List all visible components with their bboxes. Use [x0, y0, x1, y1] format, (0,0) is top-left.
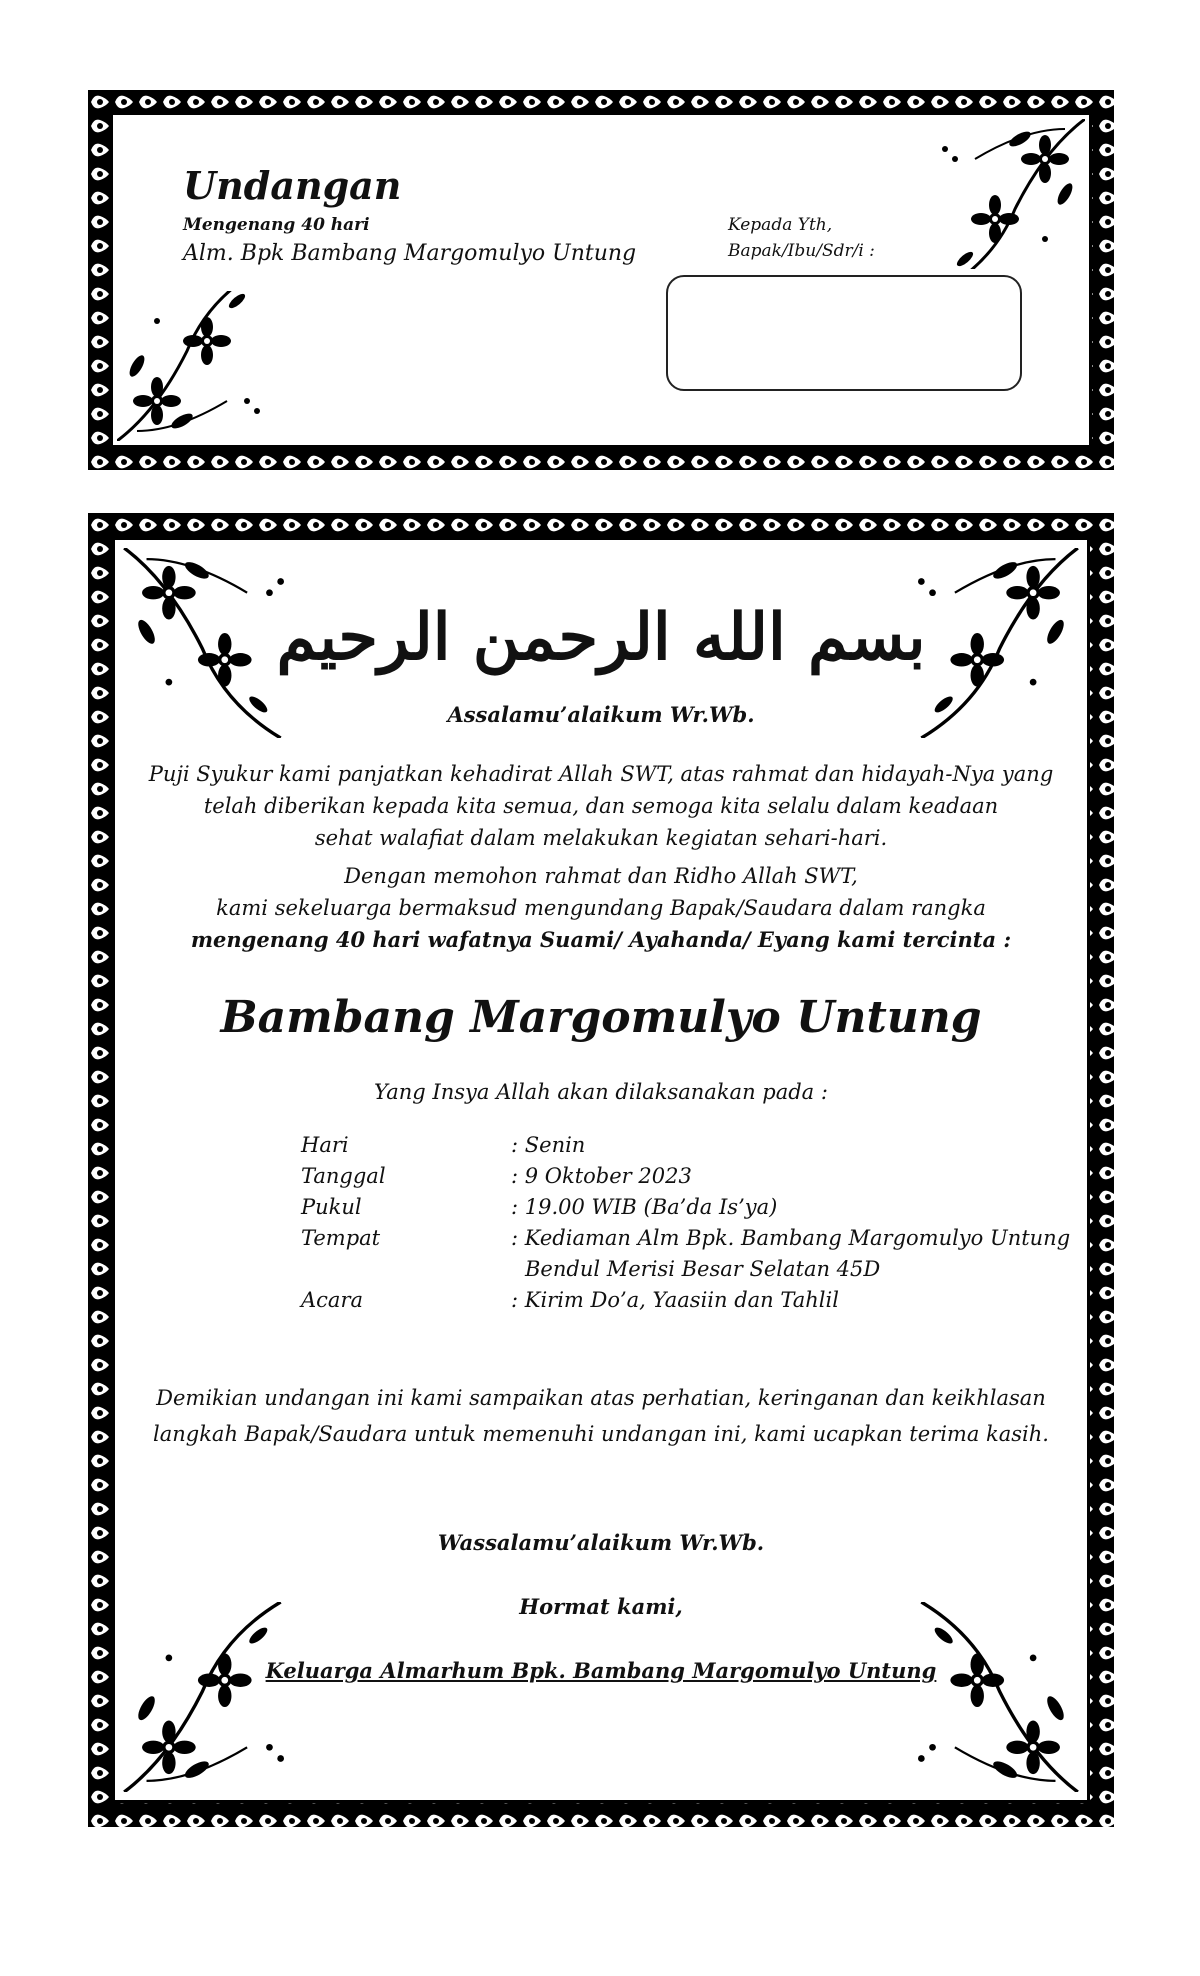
- sign-off: Hormat kami,: [519, 1594, 683, 1619]
- basmala-calligraphy: بسم الله الرحمن الرحيم: [276, 600, 926, 675]
- envelope-subtitle: Mengenang 40 hari: [183, 215, 370, 235]
- detail-row: [301, 1130, 1070, 1161]
- envelope-panel: [110, 112, 1092, 448]
- invitation-panel: [112, 537, 1090, 1803]
- detail-value: : 19.00 WIB (Ba’da Is’ya): [511, 1195, 778, 1219]
- text-line: sehat walafiat dalam melakukan kegiatan sehari-hari.: [314, 826, 888, 850]
- detail-label: [301, 1254, 511, 1285]
- text-line: Demikian undangan ini kami sampaikan atas perhatian, keringanan dan keikhlasan: [156, 1386, 1046, 1410]
- honoree-name: Bambang Margomulyo Untung: [220, 992, 982, 1043]
- text-line: langkah Bapak/Saudara untuk memenuhi undangan ini, kami ucapkan terima kasih.: [153, 1422, 1049, 1446]
- invitation-paragraph: [115, 860, 1087, 956]
- text-line: Dengan memohon rahmat dan Ridho Allah SWT,: [344, 864, 858, 888]
- text-line: Puji Syukur kami panjatkan kehadirat Allah SWT, atas rahmat dan hidayah-Nya yang: [148, 762, 1054, 786]
- recipient-heading: Kepada Yth,: [728, 215, 833, 235]
- recipient-address-box: [666, 275, 1022, 391]
- detail-label: Tanggal: [301, 1164, 386, 1188]
- text-line: mengenang 40 hari wafatnya Suami/ Ayahanda/ Eyang kami tercinta :: [190, 927, 1012, 952]
- detail-label: Pukul: [301, 1195, 362, 1219]
- envelope-name: Alm. Bpk Bambang Margomulyo Untung: [183, 241, 637, 266]
- floral-corner-icon: [123, 1602, 293, 1792]
- schedule-intro: Yang Insya Allah akan dilaksanakan pada :: [374, 1080, 828, 1104]
- envelope-title: Undangan: [183, 163, 402, 208]
- closing-paragraph: [115, 1380, 1087, 1452]
- detail-value: : Senin: [511, 1133, 586, 1157]
- detail-label: Hari: [301, 1133, 349, 1157]
- floral-corner-icon: [909, 1602, 1079, 1792]
- floral-corner-icon: [117, 291, 267, 441]
- detail-value: Bendul Merisi Besar Selatan 45D: [525, 1257, 881, 1281]
- signatory: Keluarga Almarhum Bpk. Bambang Margomulyo Untung: [265, 1658, 937, 1683]
- detail-value: : 9 Oktober 2023: [511, 1164, 692, 1188]
- detail-row: [301, 1161, 1070, 1192]
- text-line: kami sekeluarga bermaksud mengundang Bapak/Saudara dalam rangka: [216, 896, 986, 920]
- invitation-card: [88, 513, 1114, 1827]
- text-line: telah diberikan kepada kita semua, dan semoga kita selalu dalam keadaan: [203, 794, 999, 818]
- detail-value: : Kirim Do’a, Yaasiin dan Tahlil: [511, 1288, 839, 1312]
- detail-label: Acara: [301, 1288, 364, 1312]
- closing-greeting: Wassalamu’alaikum Wr.Wb.: [437, 1530, 765, 1555]
- opening-paragraph: [115, 758, 1087, 854]
- detail-row: [301, 1254, 1070, 1285]
- recipient-salutation: Bapak/Ibu/Sdr/i :: [728, 241, 875, 261]
- envelope-card: [88, 90, 1114, 470]
- floral-corner-icon: [935, 119, 1085, 269]
- detail-value: : Kediaman Alm Bpk. Bambang Margomulyo Untung: [511, 1226, 1071, 1250]
- detail-row: [301, 1192, 1070, 1223]
- event-details: [301, 1130, 1070, 1316]
- detail-row: [301, 1223, 1070, 1254]
- opening-greeting: Assalamu’alaikum Wr.Wb.: [447, 702, 755, 727]
- detail-label: Tempat: [301, 1226, 381, 1250]
- detail-row: [301, 1285, 1070, 1316]
